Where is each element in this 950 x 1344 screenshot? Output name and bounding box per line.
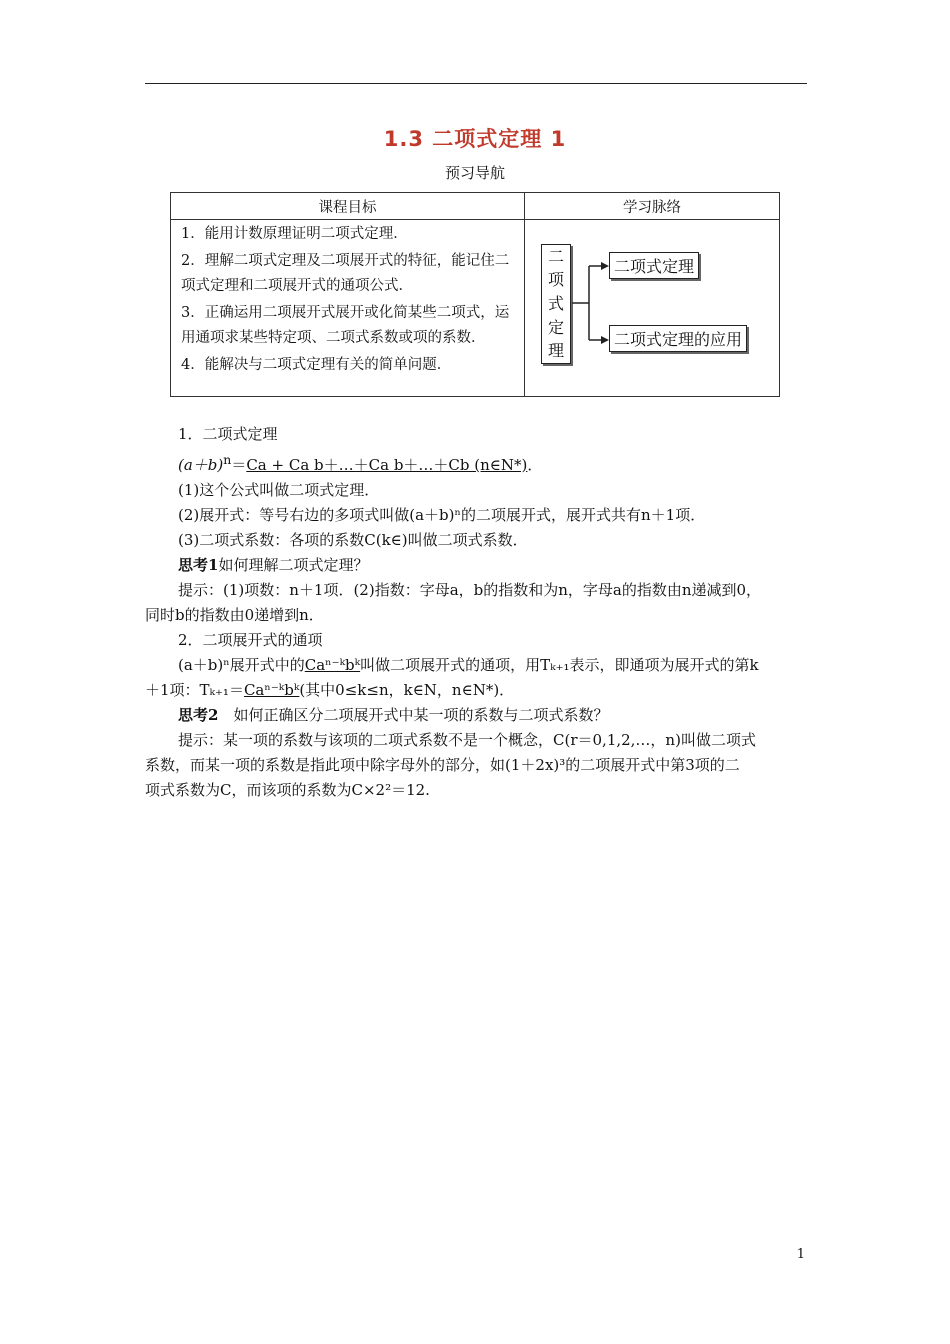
page-title: 1.3 二项式定理 1 <box>383 127 567 151</box>
preview-navigation-table <box>170 192 780 397</box>
paragraph: (3)二项式系数：各项的系数C(k∈)叫做二项式系数． <box>178 531 528 549</box>
section-1-heading: 1．二项式定理 <box>178 425 278 443</box>
think-label: 思考1 <box>178 556 219 574</box>
root-char: 二 <box>547 246 564 266</box>
header-course-goals: 课程目标 <box>171 193 525 220</box>
think-question: 如何正确区分二项展开式中某一项的系数与二项式系数？ <box>233 706 609 724</box>
root-char: 式 <box>547 293 564 313</box>
formula-tail: ． <box>527 456 543 474</box>
paragraph: (1)这个公式叫做二项式定理． <box>178 481 380 499</box>
root-char: 定 <box>547 317 564 337</box>
goal-item: 4．能解决与二项式定理有关的简单问题． <box>181 357 452 373</box>
text-run: (其中0≤k≤n，k∈N，n∈N*)． <box>299 681 515 699</box>
think-2 <box>145 703 810 728</box>
outline-diagram <box>525 220 780 397</box>
goal-item: 2．理解二项式定理及二项展开式的特征，能记住二项式定理和二项展开式的通项公式． <box>181 253 510 294</box>
think-question: 如何理解二项式定理？ <box>218 556 369 574</box>
think-label: 思考2 <box>178 706 219 724</box>
think-2-answer-cont: 项式系数为C，而该项的系数为C×2²＝12. <box>145 781 430 799</box>
goals-cell <box>171 220 525 397</box>
think-1-answer-cont: 同时b的指数由0递增到n． <box>145 606 324 624</box>
binomial-theorem-formula: $(a+b)^n=Ca + Ca$ b＋…＋Ca b＋…＋Cb (n∈N*)． <box>178 452 543 474</box>
formula-rhs: Ca + Ca b＋…＋Ca b＋…＋Cb (n∈N*) <box>246 456 528 474</box>
text-run: ＋1项：Tₖ₊₁＝ <box>145 681 244 699</box>
diagram-node-theorem: 二项式定理 <box>609 252 699 279</box>
general-term: Caⁿ⁻ᵏbᵏ <box>243 681 300 699</box>
paragraph: (2)展开式：等号右边的多项式叫做(a＋b)ⁿ的二项展开式，展开式共有n＋1项． <box>178 506 706 524</box>
general-term: Caⁿ⁻ᵏbᵏ <box>304 656 361 674</box>
main-content <box>145 422 810 803</box>
general-term-line-cont <box>145 678 810 703</box>
diagram-node-application: 二项式定理的应用 <box>609 325 747 352</box>
header-rule <box>145 83 807 84</box>
formula-lhs: (a＋b) <box>178 456 224 474</box>
general-term-line <box>145 653 810 678</box>
section-subtitle: 预习导航 <box>444 164 505 182</box>
text-run: (a＋b)ⁿ展开式中的 <box>178 656 305 674</box>
think-1-answer: 提示：(1)项数：n＋1项．(2)指数：字母a，b的指数和为n，字母a的指数由n递减到0， <box>178 581 762 599</box>
diagram-connector <box>525 220 615 396</box>
page-number: 1 <box>796 1247 805 1262</box>
section-2-heading: 2．二项展开式的通项 <box>178 631 323 649</box>
header-learning-outline: 学习脉络 <box>525 193 780 220</box>
think-1 <box>145 553 810 578</box>
goal-item: 3．正确运用二项展开式展开或化简某些二项式，运用通项求某些特定项、二项式系数或项的系数． <box>181 305 510 346</box>
think-2-answer: 提示：某一项的系数与该项的二项式系数不是一个概念，C(r＝0,1,2,…，n)叫做二项式 <box>178 731 756 749</box>
root-char: 项 <box>547 270 564 290</box>
text-run: 叫做二项展开式的通项，用Tₖ₊₁表示，即通项为展开式的第k <box>360 656 759 674</box>
goal-item: 1．能用计数原理证明二项式定理． <box>181 226 408 242</box>
root-char: 理 <box>547 341 564 361</box>
think-2-answer-cont: 系数，而某一项的系数是指此项中除字母外的部分，如(1＋2x)³的二项展开式中第3项的二 <box>145 756 740 774</box>
